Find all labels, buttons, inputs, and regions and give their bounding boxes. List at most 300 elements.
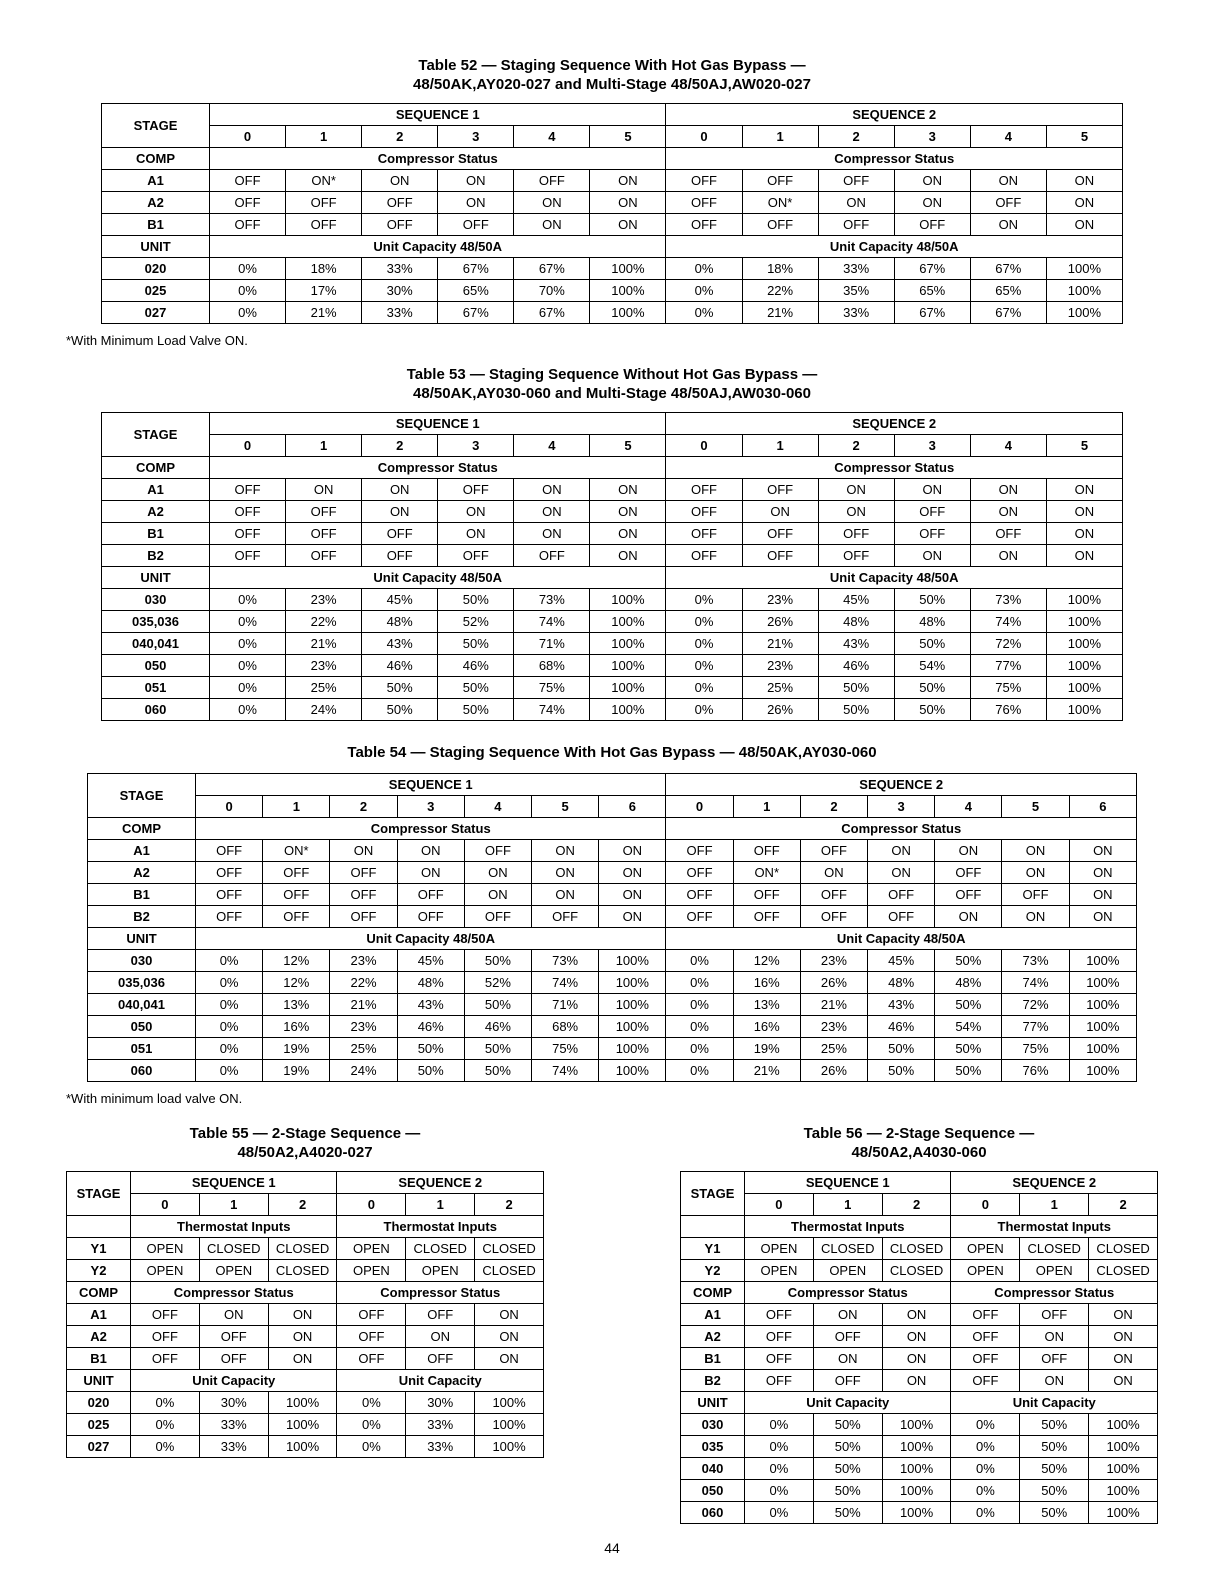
value-cell: ON [970,170,1046,192]
value-cell: 50% [397,1060,464,1082]
row-label: A1 [681,1304,745,1326]
value-cell: 100% [590,589,666,611]
table55-section [66,1124,544,1458]
value-cell: 35% [818,280,894,302]
value-cell: 0% [745,1436,814,1458]
value-cell: ON [475,1348,544,1370]
value-cell: 30% [406,1392,475,1414]
table-row [681,1502,1158,1524]
value-cell: 100% [599,994,666,1016]
value-cell: 100% [1069,994,1136,1016]
table55-title [66,1124,544,1162]
stage-number: 1 [286,435,362,457]
value-cell: ON [286,479,362,501]
value-cell: ON [1069,840,1136,862]
value-cell: 21% [800,994,867,1016]
section-span-header: Thermostat Inputs [337,1216,544,1238]
value-cell: OFF [532,906,599,928]
value-cell: OPEN [337,1238,406,1260]
value-cell: 25% [742,677,818,699]
value-cell: ON [1002,840,1069,862]
value-cell: ON [475,1304,544,1326]
value-cell: 50% [397,1038,464,1060]
value-cell: 17% [286,280,362,302]
value-cell: OFF [666,192,742,214]
section-span-header: Unit Capacity 48/50A [196,928,666,950]
value-cell: 45% [868,950,935,972]
value-cell: OFF [951,1348,1020,1370]
value-cell: 100% [1046,655,1122,677]
value-cell: OFF [813,1370,882,1392]
section-span-header: Compressor Status [666,457,1123,479]
table-row [88,1038,1137,1060]
stage-number: 1 [406,1194,475,1216]
value-cell: 67% [514,302,590,324]
stage-number: 2 [818,126,894,148]
value-cell: 75% [1002,1038,1069,1060]
value-cell: ON [813,1348,882,1370]
section-label: COMP [67,1282,131,1304]
value-cell: 100% [1089,1458,1158,1480]
table-row [102,545,1123,567]
value-cell: 67% [970,302,1046,324]
table-header-row [102,104,1123,126]
row-label: B1 [102,214,210,236]
value-cell: OFF [800,906,867,928]
value-cell: CLOSED [1089,1260,1158,1282]
value-cell: OFF [210,523,286,545]
value-cell: OFF [666,862,733,884]
value-cell: ON [438,192,514,214]
stage-number: 1 [813,1194,882,1216]
value-cell: OPEN [745,1238,814,1260]
value-cell: ON* [742,192,818,214]
table-row [681,1436,1158,1458]
row-label: A2 [88,862,196,884]
table56-title-line2: 48/50A2,A4030-060 [851,1144,987,1161]
value-cell: ON [464,884,531,906]
table-row [88,950,1137,972]
stage-number: 6 [1069,796,1136,818]
value-cell: 50% [818,677,894,699]
value-cell: 0% [666,677,742,699]
table-row [102,280,1123,302]
value-cell: 67% [970,258,1046,280]
value-cell: 50% [438,699,514,721]
value-cell: 33% [199,1414,268,1436]
stage-number: 3 [894,126,970,148]
value-cell: 100% [1069,950,1136,972]
row-label: 060 [681,1502,745,1524]
value-cell: 0% [666,972,733,994]
value-cell: OFF [210,501,286,523]
value-cell: ON [406,1326,475,1348]
section-span-header: Compressor Status [131,1282,337,1304]
value-cell: 50% [813,1458,882,1480]
value-cell: ON [818,479,894,501]
table-row [681,1480,1158,1502]
value-cell: 18% [286,258,362,280]
value-cell: 50% [894,633,970,655]
table-row [67,1414,544,1436]
value-cell: OFF [210,545,286,567]
value-cell: 0% [210,633,286,655]
value-cell: OFF [286,192,362,214]
value-cell: OFF [818,170,894,192]
value-cell: OFF [199,1326,268,1348]
section-span-header: Unit Capacity [951,1392,1158,1414]
value-cell: CLOSED [882,1238,951,1260]
row-label: 040,041 [88,994,196,1016]
value-cell: CLOSED [199,1238,268,1260]
value-cell: OFF [742,170,818,192]
section-span-header: Compressor Status [210,457,666,479]
row-label: Y1 [67,1238,131,1260]
stage-number: 5 [590,126,666,148]
table52-section [66,56,1158,348]
stage-number: 4 [514,435,590,457]
stage-number: 3 [397,796,464,818]
value-cell: 21% [286,302,362,324]
value-cell: OFF [286,523,362,545]
value-cell: 50% [818,699,894,721]
stage-number: 4 [464,796,531,818]
value-cell: OFF [337,1348,406,1370]
value-cell: ON [1002,906,1069,928]
value-cell: 48% [935,972,1002,994]
value-cell: 33% [362,302,438,324]
value-cell: ON [514,479,590,501]
value-cell: 19% [263,1060,330,1082]
value-cell: OFF [894,214,970,236]
value-cell: ON [590,170,666,192]
value-cell: 48% [894,611,970,633]
value-cell: 45% [397,950,464,972]
value-cell: 0% [666,950,733,972]
value-cell: OFF [1020,1348,1089,1370]
value-cell: OFF [464,840,531,862]
section-span-header: Thermostat Inputs [745,1216,951,1238]
value-cell: 18% [742,258,818,280]
stage-number: 1 [286,126,362,148]
value-cell: 65% [970,280,1046,302]
value-cell: 74% [532,972,599,994]
value-cell: 21% [742,302,818,324]
value-cell: OFF [210,214,286,236]
value-cell: 0% [196,1060,263,1082]
stage-number: 2 [268,1194,337,1216]
row-label: 030 [102,589,210,611]
table-row [102,302,1123,324]
section-header-row [88,818,1137,840]
section-label: UNIT [88,928,196,950]
value-cell: 0% [666,258,742,280]
value-cell: OPEN [131,1260,200,1282]
table-row [67,1348,544,1370]
value-cell: 50% [464,1060,531,1082]
value-cell: 100% [1069,1060,1136,1082]
value-cell: ON [935,840,1002,862]
value-cell: 74% [532,1060,599,1082]
table54-title [66,743,1158,762]
value-cell: OFF [196,862,263,884]
table-53 [101,412,1123,721]
value-cell: 22% [742,280,818,302]
stage-column-header: STAGE [102,104,210,148]
row-label: 060 [88,1060,196,1082]
value-cell: 71% [532,994,599,1016]
value-cell: 100% [590,258,666,280]
row-label: 027 [102,302,210,324]
value-cell: CLOSED [813,1238,882,1260]
section-header-row [102,236,1123,258]
value-cell: 76% [1002,1060,1069,1082]
section-label [681,1216,745,1238]
value-cell: 0% [951,1502,1020,1524]
table-row [67,1326,544,1348]
value-cell: OFF [263,862,330,884]
value-cell: 12% [733,950,800,972]
value-cell: OFF [666,214,742,236]
value-cell: 71% [514,633,590,655]
value-cell: 65% [438,280,514,302]
value-cell: 50% [438,589,514,611]
value-cell: 33% [406,1414,475,1436]
value-cell: CLOSED [406,1238,475,1260]
value-cell: 70% [514,280,590,302]
value-cell: 100% [882,1414,951,1436]
row-label: A2 [102,192,210,214]
row-label: Y2 [681,1260,745,1282]
value-cell: 24% [330,1060,397,1082]
section-label [67,1216,131,1238]
value-cell: 12% [263,972,330,994]
value-cell: OFF [742,479,818,501]
value-cell: 67% [438,302,514,324]
value-cell: 0% [210,258,286,280]
value-cell: 0% [196,994,263,1016]
value-cell: 50% [894,589,970,611]
value-cell: OPEN [131,1238,200,1260]
value-cell: 100% [599,1038,666,1060]
stage-number: 5 [532,796,599,818]
table52-title [66,56,1158,94]
row-label: 051 [102,677,210,699]
stage-number-row [67,1194,544,1216]
value-cell: 0% [666,655,742,677]
value-cell: 23% [330,1016,397,1038]
table-row [102,677,1123,699]
value-cell: ON [590,214,666,236]
table53-title-line1: Table 53 — Staging Sequence Without Hot Gas Bypass — [406,366,818,383]
value-cell: 0% [337,1392,406,1414]
value-cell: 100% [1046,699,1122,721]
value-cell: ON [1046,170,1122,192]
value-cell: OFF [818,214,894,236]
value-cell: 100% [1046,633,1122,655]
section-label: COMP [102,148,210,170]
value-cell: 100% [1046,302,1122,324]
value-cell: OFF [894,501,970,523]
value-cell: OFF [894,523,970,545]
value-cell: 50% [1020,1480,1089,1502]
section-label: UNIT [67,1370,131,1392]
stage-number: 3 [894,435,970,457]
value-cell: CLOSED [268,1238,337,1260]
value-cell: 50% [935,1038,1002,1060]
row-label: 030 [681,1414,745,1436]
value-cell: 100% [1089,1414,1158,1436]
value-cell: ON* [286,170,362,192]
stage-number: 5 [1046,126,1122,148]
value-cell: 50% [813,1414,882,1436]
row-label: 050 [681,1480,745,1502]
value-cell: OFF [666,170,742,192]
value-cell: OFF [362,192,438,214]
table-row [88,972,1137,994]
value-cell: 100% [590,699,666,721]
value-cell: OFF [970,192,1046,214]
value-cell: ON [813,1304,882,1326]
value-cell: OFF [464,906,531,928]
value-cell: 50% [868,1060,935,1082]
value-cell: OFF [951,1304,1020,1326]
value-cell: ON [438,501,514,523]
value-cell: CLOSED [1089,1238,1158,1260]
section-span-header: Compressor Status [951,1282,1158,1304]
table55-title-line2: 48/50A2,A4020-027 [237,1144,373,1161]
stage-number: 3 [438,126,514,148]
stage-number-row [681,1194,1158,1216]
stage-number: 2 [330,796,397,818]
value-cell: 50% [464,994,531,1016]
value-cell: 100% [1069,972,1136,994]
value-cell: ON [868,862,935,884]
value-cell: 50% [813,1436,882,1458]
value-cell: OFF [745,1370,814,1392]
section-span-header: Compressor Status [666,818,1137,840]
stage-number: 2 [1089,1194,1158,1216]
row-label: B1 [88,884,196,906]
section-label: COMP [88,818,196,840]
value-cell: 46% [464,1016,531,1038]
value-cell: 0% [951,1436,1020,1458]
value-cell: 0% [210,589,286,611]
value-cell: 23% [330,950,397,972]
value-cell: 23% [286,655,362,677]
stage-number: 5 [1046,435,1122,457]
value-cell: OFF [742,214,818,236]
table54-footnote: *With minimum load valve ON. [66,1091,243,1106]
value-cell: 100% [590,677,666,699]
table-header-row [88,774,1137,796]
value-cell: ON [397,840,464,862]
stage-column-header: STAGE [102,413,210,457]
value-cell: OFF [131,1348,200,1370]
value-cell: 75% [532,1038,599,1060]
value-cell: ON [894,545,970,567]
value-cell: 0% [131,1392,200,1414]
value-cell: 74% [970,611,1046,633]
table-row [88,1016,1137,1038]
stage-number: 0 [196,796,263,818]
value-cell: 100% [1046,677,1122,699]
section-span-header: Compressor Status [666,148,1123,170]
table-row [102,214,1123,236]
row-label: 051 [88,1038,196,1060]
table-row [88,884,1137,906]
value-cell: 43% [868,994,935,1016]
value-cell: OFF [362,545,438,567]
value-cell: 21% [286,633,362,655]
value-cell: 100% [590,633,666,655]
value-cell: 100% [1046,589,1122,611]
value-cell: OPEN [337,1260,406,1282]
section-span-header: Compressor Status [745,1282,951,1304]
value-cell: OFF [742,523,818,545]
value-cell: 23% [286,589,362,611]
section-header-row [102,148,1123,170]
sequence-1-header: SEQUENCE 1 [196,774,666,796]
sequence-2-header: SEQUENCE 2 [666,104,1123,126]
value-cell: OFF [1020,1304,1089,1326]
value-cell: 100% [1069,1016,1136,1038]
value-cell: OPEN [199,1260,268,1282]
value-cell: ON [397,862,464,884]
value-cell: 50% [362,677,438,699]
stage-number: 0 [210,435,286,457]
value-cell: 50% [1020,1502,1089,1524]
value-cell: ON [464,862,531,884]
value-cell: ON [599,840,666,862]
value-cell: OFF [951,1326,1020,1348]
value-cell: ON [514,501,590,523]
value-cell: OFF [286,545,362,567]
table54-section [66,743,1158,1106]
value-cell: 0% [666,1038,733,1060]
value-cell: ON [1046,214,1122,236]
value-cell: OFF [263,906,330,928]
value-cell: 67% [894,302,970,324]
value-cell: 100% [590,655,666,677]
table-row [88,1060,1137,1082]
value-cell: 46% [818,655,894,677]
value-cell: OFF [666,884,733,906]
stage-number: 2 [800,796,867,818]
value-cell: OFF [196,906,263,928]
section-header-row [102,457,1123,479]
value-cell: 43% [397,994,464,1016]
value-cell: 100% [1046,611,1122,633]
value-cell: OFF [406,1304,475,1326]
value-cell: OPEN [745,1260,814,1282]
table-row [67,1260,544,1282]
value-cell: 74% [514,611,590,633]
value-cell: OFF [131,1326,200,1348]
value-cell: 21% [330,994,397,1016]
value-cell: 33% [818,258,894,280]
section-span-header: Unit Capacity [131,1370,337,1392]
value-cell: OFF [196,884,263,906]
row-label: Y2 [67,1260,131,1282]
value-cell: 16% [263,1016,330,1038]
value-cell: OFF [666,523,742,545]
table52-title-line2: 48/50AK,AY020-027 and Multi-Stage 48/50AJ,AW020-027 [413,76,811,93]
value-cell: OFF [263,884,330,906]
row-label: B2 [681,1370,745,1392]
value-cell: OFF [818,545,894,567]
value-cell: 0% [210,280,286,302]
